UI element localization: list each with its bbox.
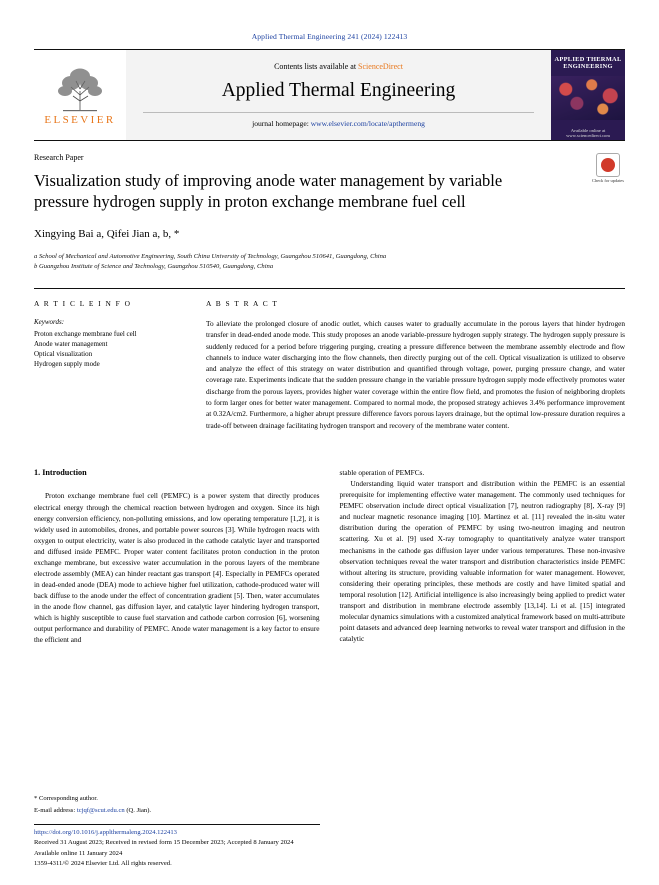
affiliation-2: b Guangzhou Institute of Science and Technology, Guangzhou 510540, Guangdong, China xyxy=(34,263,274,271)
affiliation-1: a School of Mechanical and Automotive Engineering, South China University of Technology, Guangzhou 510641, Guangdong, China xyxy=(34,253,387,261)
abstract-text: To alleviate the prolonged closure of anodic outlet, which causes water to gradually accumulate in the porous layers that hinder hydrogen transfer in dead-ended anode mode. This study proposes an anode variable-pressure hydrogen supply strategy. The hydrogen supply pressure is suddenly reduced for a period before triggering purging, creating a pressure difference between the membrane assembly electrode and flow channels to induce water discharging into the flow channels, then directly purging out of the cell. Optical visualization is utilized to observe and analyze the effect of this strategy on water distribution and quantified through voltage, power, purging pressure change, and water coverage rate. Experiments indicate that the sudden pressure change in the variable pressure hydrogen supply mode effectively promotes water discharge from the porous layers, provides higher water coverage within the entire flow field, and promotes the fusion of neighboring droplets to form larger ones for better water management. Compared to normal mode, the proposed strategy achieves 3.4% performance improvement at 0.32A/cm2. Furthermore, a higher abrupt pressure difference favors porous layers drainage, but the optimal low-pressure duration requires a trade-off between drainage facilitating hydrogen transport and recovery of the membrane water content. xyxy=(206,319,625,430)
cover-artwork xyxy=(551,76,625,120)
journal-masthead xyxy=(34,49,625,141)
paragraph: Proton exchange membrane fuel cell (PEMFC) is a power system that directly produces electrical energy through the chemical reaction between hydrogen and oxygen. Since its high energy conversion efficiency, non-polluting emissions, and low operating temperature [1,2], it is widely used in automobiles, drones, and portable power sources [3]. While hydrogen reacts with oxygen to output electricity, water is also produced in the cathode catalytic layer and transported and diffused inside PEMFC. Proper water content facilitates proton conduction in the proton exchange membrane, but excessive water accumulation in the porous layers of the membrane electrode assembly (MEA) can hinder reactant gas transport [4]. Especially in PEMFCs operated in dead-ended anode (DEA) mode to achieve higher fuel utilization, cathode-produced water will back diffuse to the anode under the effect of concentration gradient [5]. Then, water accumulates in the anode flow channel, gas diffusion layer, and catalytic layer hindering hydrogen transport, which is highly susceptible to cause fuel starvation and cathode carbon corrosion [6], worsening output performance and durability of PEMFC. Anode water management is a key factor to ensure the efficient and xyxy=(34,491,320,645)
footer-divider xyxy=(34,824,320,825)
title-block xyxy=(34,141,625,272)
cover-title: APPLIED THERMAL ENGINEERING xyxy=(554,56,622,71)
crossmark-circle-icon xyxy=(601,158,615,172)
crossmark-icon xyxy=(596,153,620,177)
sciencedirect-link[interactable]: ScienceDirect xyxy=(358,62,403,71)
body-column-left xyxy=(34,467,320,646)
crossmark-badge[interactable] xyxy=(591,153,625,184)
info-abstract-section xyxy=(34,288,625,431)
email-link[interactable]: tcjqf@scut.edu.cn xyxy=(76,806,125,814)
publisher-logo xyxy=(34,50,126,140)
page-footer xyxy=(34,794,320,869)
article-info-column xyxy=(34,299,186,431)
email-note xyxy=(34,806,320,816)
section-heading-introduction: 1. Introduction xyxy=(34,467,87,477)
abstract-column xyxy=(206,299,625,431)
author-list: Xingying Bai a, Qifei Jian a, b, * xyxy=(34,228,180,241)
body-columns xyxy=(34,467,625,646)
body-column-right xyxy=(340,467,626,646)
page-title: Visualization study of improving anode water management by variable pressure hydrogen supply in proton exchange membrane fuel cell xyxy=(34,171,503,212)
keyword-item: Optical visualization xyxy=(34,350,93,359)
journal-running-head: Applied Thermal Engineering 241 (2024) 122413 xyxy=(251,32,408,41)
doi-link[interactable]: https://doi.org/10.1016/j.applthermaleng.2024.122413 xyxy=(34,829,177,837)
paragraph: Understanding liquid water transport and distribution within the PEMFC is an essential prerequisite for implementing effective water management. The commonly used techniques for PEMFC observation include direct optical visualization [7], neutron radiography [8], X-ray [9] and nuclear magnetic resonance imaging [10]. Martinez et al. [11] revealed the in-situ water distribution during the operation of PEMFC by using two-neutron imaging and neutron scattering. Xu et al. [9] used X-ray tomography to quantitatively analyze water transport mechanisms in the cathode gas diffusion layer under various temperatures. These non-invasive observation techniques reveal the water transport and distribution characteristics inside PEMFC without altering its structure, providing valuable information for water management. However, considering their operating principles, these methods are costly and have limited spatial and temporal resolution [12]. Artificial intelligence is also increasingly being applied to predict water transport and distribution in membrane electrode assembly [13,14]. Li et al. [15] integrated molecular dynamics simulations with a customized analytical framework based on multi-attribute point datasets and advanced deep learning networks to reveal water transport and diffusion in the catalytic xyxy=(339,479,625,644)
elsevier-tree-icon xyxy=(49,65,111,113)
corresponding-author-note: * Corresponding author. xyxy=(34,794,98,802)
keyword-item: Anode water management xyxy=(34,340,108,349)
homepage-prefix: journal homepage: xyxy=(252,119,311,128)
journal-title: Applied Thermal Engineering xyxy=(221,80,456,101)
masthead-center xyxy=(126,50,551,140)
article-type: Research Paper xyxy=(34,153,84,162)
email-suffix: (Q. Jian). xyxy=(124,806,152,814)
contents-available-line xyxy=(274,62,403,71)
elsevier-wordmark: ELSEVIER xyxy=(44,113,116,126)
contents-prefix: Contents lists available at xyxy=(274,62,359,71)
keyword-item: Proton exchange membrane fuel cell xyxy=(34,330,137,338)
available-online: Available online 11 January 2024 xyxy=(34,849,123,857)
journal-cover-thumbnail xyxy=(551,50,625,140)
copyright-line: 1359-4311/© 2024 Elsevier Ltd. All rights reserved. xyxy=(34,859,172,867)
keywords-heading: Keywords: xyxy=(34,318,65,326)
received-dates: Received 31 August 2023; Received in revised form 15 December 2023; Accepted 8 January 2024 xyxy=(34,839,294,847)
article-info-heading: A R T I C L E I N F O xyxy=(34,299,132,308)
journal-homepage-line xyxy=(143,112,534,128)
crossmark-label: Check for updates xyxy=(592,178,624,183)
homepage-link[interactable]: www.elsevier.com/locate/apthermeng xyxy=(310,119,425,128)
email-label: E-mail address: xyxy=(34,806,77,814)
keyword-item: Hydrogen supply mode xyxy=(34,360,100,369)
abstract-heading: A B S T R A C T xyxy=(206,299,279,308)
cover-footer: Available online at www.sciencedirect.com xyxy=(566,128,610,138)
paragraph: stable operation of PEMFCs. xyxy=(339,467,425,477)
